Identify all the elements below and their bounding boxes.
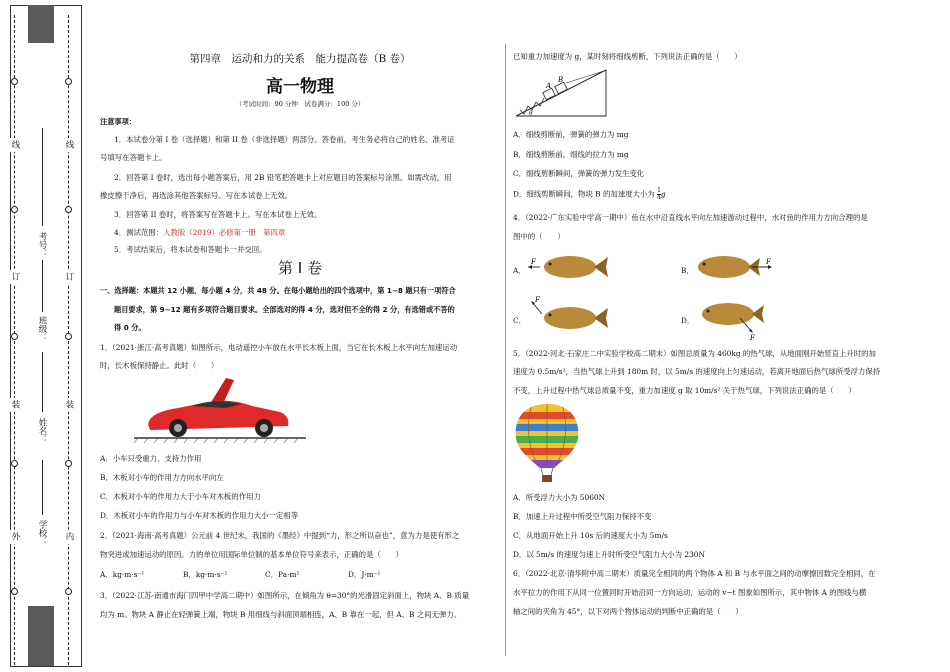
column-separator <box>505 44 506 656</box>
outer-label-outside: 外 <box>10 532 20 542</box>
inner-hole-1 <box>65 78 72 85</box>
number-field-label: 考号： <box>37 232 47 258</box>
q1-stem-b: 时，长木板保持静止。此时（ ） <box>100 361 219 370</box>
q5-option-d[interactable]: D．以 5m/s 的速度匀速上升时所受空气阻力大小为 230N <box>513 550 705 559</box>
q5-option-b[interactable]: B．加速上升过程中所受空气阻力保持不变 <box>513 512 652 521</box>
q4-stem-b: 图中的（ ） <box>513 232 565 241</box>
q2-stem-a: 2．（2021·海南·高考真题）公元前 4 世纪末，我国的《墨经》中提到“力，形之所以奋也”，意为力是使有形之 <box>100 531 460 540</box>
q3-option-c[interactable]: C．细线剪断瞬间，弹簧的弹力发生变化 <box>513 169 645 178</box>
q4-fish-d <box>694 296 780 340</box>
name-field-label: 姓名： <box>37 418 47 444</box>
q2-option-c[interactable]: C．Pa·m² <box>265 570 300 579</box>
q5-option-c[interactable]: C．从地面开始上升 10s 后的速度大小为 5m/s <box>513 531 668 540</box>
q4-force-label-b: F <box>766 258 771 266</box>
q4-fish-c <box>526 296 612 334</box>
section-instr-b: 题目要求，第 9~12 题有多项符合题目要求。全部选对的得 4 分，选对但不全的得 2 分，有选错或不答的 <box>114 305 455 314</box>
outer-hole-2 <box>11 206 18 213</box>
q3-option-d-suffix: g <box>660 189 666 199</box>
q3-incline-figure <box>512 66 612 118</box>
q3-stem-b: 均为 m。物块 A 静止在轻弹簧上端，物块 B 用细线与斜面顶端相连，A、B 靠在一起，但 A、B 之间无弹力。 <box>100 610 462 619</box>
section-instr-a: 一、选择题：本题共 12 小题，每小题 4 分，共 48 分。在每小题给出的四个选项中，第 1~8 题只有一项符合 <box>100 286 456 295</box>
q2-option-a[interactable]: A．kg·m·s⁻¹ <box>100 570 145 579</box>
q3-option-b[interactable]: B．细线剪断前，细线的拉力为 mg <box>513 150 629 159</box>
chapter-title: 第四章 运动和力的关系 能力提高卷（B 卷） <box>189 53 411 65</box>
q5-balloon-basket <box>542 475 552 482</box>
number-field-line[interactable] <box>42 128 43 226</box>
q4-fish-body-d <box>702 303 754 325</box>
q4-fish-a <box>526 250 612 284</box>
note-3: 3．回答第 II 卷时，将答案写在答题卡上。写在本试卷上无效。 <box>114 210 322 219</box>
q4-option-d[interactable]: D． <box>681 316 695 325</box>
q4-fish-body-c <box>544 307 596 329</box>
inner-hole-4 <box>65 460 72 467</box>
q5-stem-c: 不变，上升过程中热气球总质量不变，重力加速度 g 取 10m/s² 关于热气球，下列说法正确的是（ ） <box>513 386 856 395</box>
q5-option-a[interactable]: A．所受浮力大小为 5060N <box>513 493 606 502</box>
inner-hole-3 <box>65 333 72 340</box>
q3-option-d-prefix: D．细线剪断瞬间，物块 B 的加速度大小为 <box>513 189 655 199</box>
q3-label-theta: θ <box>529 110 533 117</box>
q2-option-d[interactable]: D．J·m⁻¹ <box>348 570 381 579</box>
q5-balloon-figure <box>512 402 582 484</box>
note-2a: 2．回答第 I 卷时，选出每小题答案后，用 2B 铅笔把答题卡上对应题目的答案标号涂黑。如需改动，用 <box>114 173 452 182</box>
q4-option-a[interactable]: A． <box>513 266 526 275</box>
notes-heading: 注意事项： <box>100 117 136 126</box>
outer-hole-5 <box>11 588 18 595</box>
school-field-label: 学校： <box>37 520 47 546</box>
outer-label-line: 线 <box>10 140 20 150</box>
class-field-label: 班级： <box>37 316 47 342</box>
q3-option-a[interactable]: A．细线剪断前，弹簧的弹力为 mg <box>513 130 629 139</box>
exam-info: （考试时间：90 分钟 试卷满分：100 分） <box>235 100 365 108</box>
q1-option-d[interactable]: D．木板对小车的作用力与小车对木板的作用力大小一定相等 <box>100 511 299 520</box>
inner-label-inside: 内 <box>64 532 74 542</box>
q5-balloon-envelope <box>512 402 582 472</box>
outer-hole-4 <box>11 460 18 467</box>
q6-stem-a: 6．（2022·北京·清华附中高二期末）质量完全相同的两个物体 A 和 B 与水平面之间的动摩擦因数完全相同，在 <box>513 569 876 578</box>
note-1b: 号填写在答题卡上。 <box>100 153 167 162</box>
q4-fish-b <box>694 250 780 284</box>
note-5: 5．考试结束后，将本试卷和答题卡一并交回。 <box>114 245 267 254</box>
note-4-range: 人教版（2019）必修第一册 第四章 <box>163 228 286 237</box>
q3-option-d[interactable] <box>513 188 666 201</box>
q4-fish-body-b <box>698 256 750 278</box>
note-4 <box>114 227 285 240</box>
subject-title: 高一物理 <box>266 77 334 97</box>
q1-option-c[interactable]: C．木板对小车的作用力大于小车对木板的作用力 <box>100 492 261 501</box>
class-field-line[interactable] <box>42 260 43 312</box>
q4-stem-a: 4．（2022·广东实验中学高一期中）鱼在水中沿直线水平向左加速游动过程中，水对鱼的作用力方向合理的是 <box>513 213 868 222</box>
q3-fraction-numerator: 1 <box>657 187 661 194</box>
q6-stem-c: 轴之间的夹角为 45°，以下对两个物体运动的判断中正确的是（ ） <box>513 607 743 616</box>
school-field-line[interactable] <box>42 460 43 515</box>
q3-stem-c: 已知重力加速度为 g，某时刻将细线剪断，下列说法正确的是（ ） <box>513 52 742 61</box>
outer-label-bind: 订 <box>10 272 20 282</box>
q4-force-label-d: F <box>750 334 755 340</box>
q3-label-b: B <box>558 76 564 84</box>
q4-fish-body-a <box>544 256 596 278</box>
q3-stem-a: 3．（2022·江苏·南通市海门四甲中学高二期中）如图所示，在倾角为 θ=30°的光滑固定斜面上，物块 A、B 质量 <box>100 591 470 600</box>
binding-strip-top-bar <box>28 5 54 43</box>
q4-option-c[interactable]: C． <box>513 316 527 325</box>
outer-dashed-line <box>14 15 15 665</box>
outer-label-pack: 装 <box>10 400 20 410</box>
q2-stem-b: 物突进或加速运动的原因。力的单位用国际单位制的基本单位符号来表示，正确的是（ ） <box>100 550 404 559</box>
q1-option-a[interactable]: A．小车只受重力、支持力作用 <box>100 454 202 463</box>
outer-hole-1 <box>11 78 18 85</box>
inner-dashed-line <box>68 15 69 665</box>
note-1a: 1．本试卷分第 I 卷（选择题）和第 II 卷（非选择题）两部分。答卷前，考生务必将自己的姓名、准考证 <box>114 135 455 144</box>
inner-label-bind: 订 <box>64 272 74 282</box>
q1-car-figure <box>130 374 310 444</box>
q1-stem-a: 1．（2021·浙江·高考真题）如图所示，电动遥控小车放在水平长木板上面，当它在长木板上水平向左加速运动 <box>100 343 458 352</box>
section-instr-c: 得 0 分。 <box>114 323 146 332</box>
inner-hole-5 <box>65 588 72 595</box>
note-4-prefix: 4．测试范围： <box>114 228 164 237</box>
q4-force-label-a: F <box>531 258 536 266</box>
q5-stem-a: 5．（2022·河北·石家庄二中实验学校高二期末）如图总质量为 460kg 的热气球，从地面刚开始竖直上升时的加 <box>513 349 876 358</box>
inner-hole-2 <box>65 206 72 213</box>
q4-force-label-c: F <box>535 296 540 304</box>
q6-stem-b: 水平拉力的作用下从同一位置同时开始沿同一方向运动，运动的 v−t 图象如图所示，其中物体 A 的图线与横 <box>513 588 867 597</box>
section-title: 第 I 卷 <box>278 259 322 277</box>
q3-fraction-denominator: 4 <box>657 194 661 201</box>
q2-option-b[interactable]: B．kg·m·s⁻² <box>183 570 228 579</box>
q3-label-a: A <box>546 82 552 90</box>
inner-label-pack: 装 <box>64 400 74 410</box>
q5-stem-b: 速度为 0.5m/s²，当热气球上升到 180m 时，以 5m/s 的速度向上匀速运动，若离开地面后热气球所受浮力保持 <box>513 367 881 376</box>
outer-hole-3 <box>11 333 18 340</box>
q1-option-b[interactable]: B．木板对小车的作用力方向水平向左 <box>100 473 224 482</box>
binding-strip-bottom-bar <box>28 606 54 666</box>
q4-option-b[interactable]: B． <box>681 266 694 275</box>
note-2b: 橡皮擦干净后，再选涂其他答案标号。写在本试卷上无效。 <box>100 191 293 200</box>
name-field-line[interactable] <box>42 352 43 412</box>
inner-label-line: 线 <box>64 140 74 150</box>
